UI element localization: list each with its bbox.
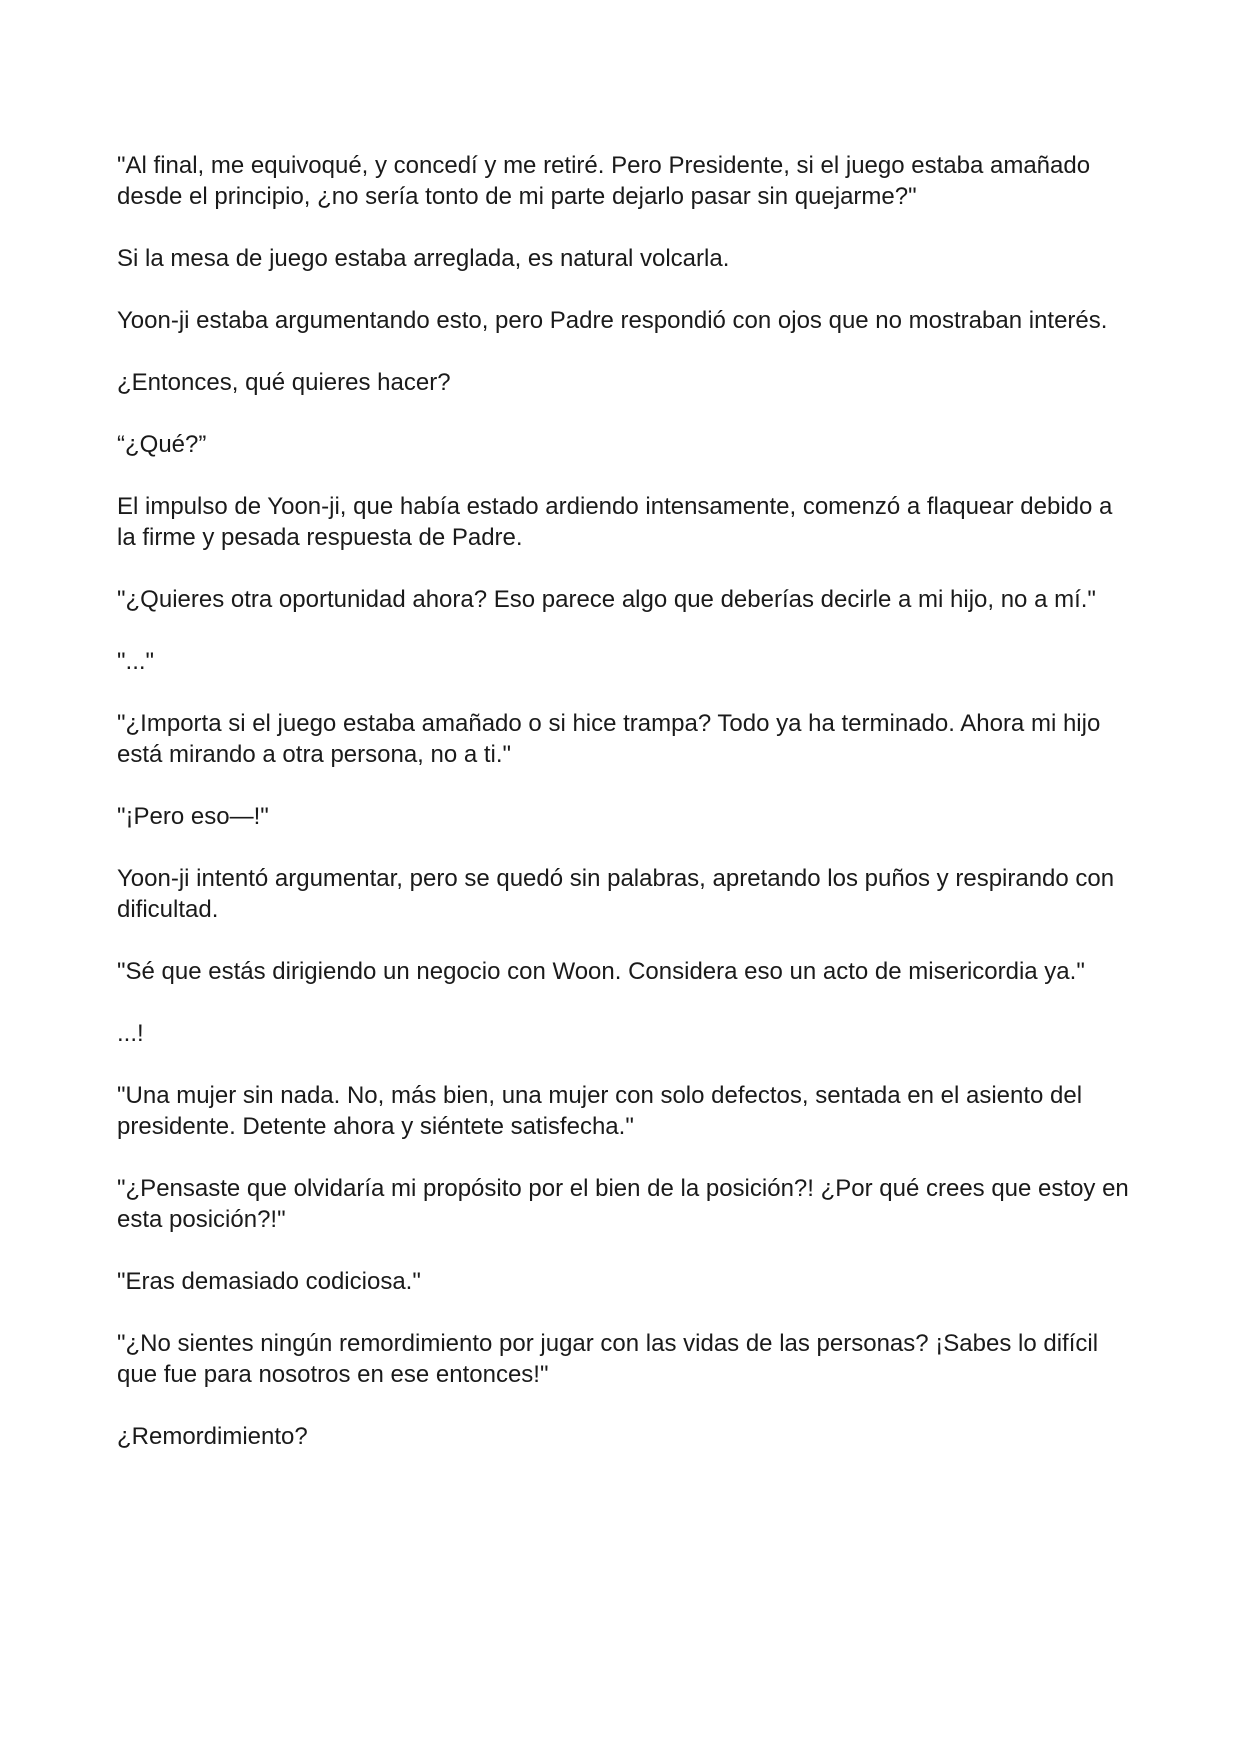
paragraph: “¿Qué?” (117, 431, 207, 458)
paragraph: "Sé que estás dirigiendo un negocio con Woon. Considera eso un acto de misericordia ya." (117, 958, 1085, 985)
paragraph: "¿Importa si el juego estaba amañado o si hice trampa? Todo ya ha terminado. Ahora mi hijo está mirando a otra persona, no a ti." (117, 710, 1101, 768)
paragraph: Yoon-ji estaba argumentando esto, pero Padre respondió con ojos que no mostraban interés. (117, 307, 1108, 334)
paragraph: ¿Remordimiento? (117, 1423, 308, 1450)
paragraph: ¿Entonces, qué quieres hacer? (117, 369, 451, 396)
paragraph: "..." (117, 648, 155, 675)
paragraph: "Una mujer sin nada. No, más bien, una mujer con solo defectos, sentada en el asiento del presidente. Detente ahora y siéntete satisfecha." (117, 1082, 1083, 1140)
paragraph: "¿Quieres otra oportunidad ahora? Eso parece algo que deberías decirle a mi hijo, no a mí." (117, 586, 1096, 613)
paragraph: "¿Pensaste que olvidaría mi propósito por el bien de la posición?! ¿Por qué crees que estoy en esta posición?!" (117, 1175, 1129, 1233)
paragraph: "¡Pero eso—!" (117, 803, 269, 830)
paragraph: "Al final, me equivoqué, y concedí y me retiré. Pero Presidente, si el juego estaba amañado desde el principio, ¿no sería tonto de mi parte dejarlo pasar sin quejarme?" (117, 152, 1091, 210)
paragraph: El impulso de Yoon-ji, que había estado ardiendo intensamente, comenzó a flaquear debido a la firme y pesada respuesta de Padre. (117, 493, 1113, 551)
paragraph: Yoon-ji intentó argumentar, pero se quedó sin palabras, apretando los puños y respirando con dificultad. (117, 865, 1115, 923)
paragraph: "Eras demasiado codiciosa." (117, 1268, 421, 1295)
paragraph: "¿No sientes ningún remordimiento por jugar con las vidas de las personas? ¡Sabes lo difícil que fue para nosotros en ese entonces!" (117, 1330, 1099, 1388)
paragraph: ...! (117, 1020, 144, 1047)
paragraph: Si la mesa de juego estaba arreglada, es natural volcarla. (117, 245, 730, 272)
